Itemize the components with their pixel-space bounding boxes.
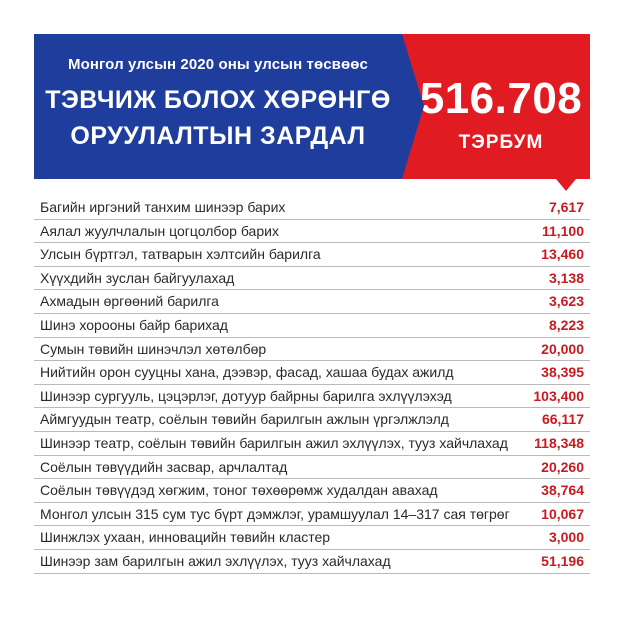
item-label: Шинээр сургууль, цэцэрлэг, дотуур байрны барилга эхлүүлэхэд	[40, 387, 452, 404]
list-item	[34, 408, 590, 432]
list-item	[34, 338, 590, 362]
header-title-panel	[34, 34, 402, 179]
item-value: 118,348	[534, 434, 584, 451]
item-value: 13,460	[541, 246, 584, 263]
item-value: 20,000	[541, 340, 584, 357]
item-label: Хүүхдийн зуслан байгуулахад	[40, 269, 235, 286]
item-value: 3,138	[548, 269, 584, 286]
item-value: 7,617	[548, 199, 584, 215]
item-label: Сумын төвийн шинэчлэл хөтөлбөр	[40, 340, 267, 357]
item-label: Нийтийн орон сууцны хана, дээвэр, фасад, хашаа будах ажилд	[40, 364, 454, 381]
list-item	[34, 243, 590, 267]
list-item	[34, 267, 590, 291]
pointer-triangle-icon	[556, 179, 576, 191]
item-label: Ахмадын өргөөний барилга	[40, 293, 219, 310]
header-banner	[34, 34, 590, 179]
item-value: 10,067	[541, 505, 584, 522]
header-arrow-shape	[402, 34, 424, 179]
item-label: Соёлын төвүүдэд хөгжим, тоног төхөөрөмж худалдан авахад	[40, 482, 438, 499]
item-value: 38,764	[541, 482, 584, 499]
expense-list	[34, 196, 590, 574]
item-value: 11,100	[541, 222, 584, 239]
header-title-line-1: ТЭВЧИЖ БОЛОХ ХӨРӨНГӨ	[45, 86, 391, 114]
item-value: 38,395	[541, 364, 584, 381]
total-value: 516.708	[419, 74, 583, 123]
item-label: Шинжлэх ухаан, инновацийн төвийн кластер	[40, 529, 331, 546]
item-value: 103,400	[533, 387, 584, 404]
item-value: 20,260	[541, 458, 584, 475]
item-value: 8,223	[548, 316, 584, 333]
list-item	[34, 196, 590, 220]
item-label: Монгол улсын 315 сум тус бүрт дэмжлэг, урамшуулал 14–317 сая төгрөг	[40, 505, 510, 522]
list-item	[34, 385, 590, 409]
item-value: 66,117	[541, 411, 584, 428]
list-item	[34, 432, 590, 456]
item-label: Аймгуудын театр, соёлын төвийн барилгын ажлын үргэлжлэлд	[40, 411, 449, 428]
item-value: 3,000	[548, 529, 584, 546]
list-item	[34, 526, 590, 550]
item-label: Шинээр зам барилгын ажил эхлүүлэх, тууз хайчлахад	[40, 552, 391, 569]
header-title-line-2: ОРУУЛАЛТЫН ЗАРДАЛ	[70, 122, 366, 150]
list-item	[34, 220, 590, 244]
header-total-panel	[402, 34, 590, 179]
list-item	[34, 503, 590, 527]
list-item	[34, 479, 590, 503]
item-label: Соёлын төвүүдийн засвар, арчлалтад	[40, 458, 288, 475]
list-item	[34, 290, 590, 314]
list-item	[34, 550, 590, 574]
header-subtitle: Монгол улсын 2020 оны улсын төсвөөс	[68, 56, 368, 73]
total-unit: ТЭРБУМ	[458, 132, 544, 153]
list-item	[34, 361, 590, 385]
item-label: Аялал жуулчлалын цогцолбор барих	[40, 222, 279, 239]
item-label: Шинэ хорооны байр барихад	[40, 316, 228, 333]
item-label: Шинээр театр, соёлын төвийн барилгын ажил эхлүүлэх, тууз хайчлахад	[40, 434, 508, 451]
list-item	[34, 314, 590, 338]
item-value: 51,196	[541, 552, 584, 569]
item-label: Улсын бүртгэл, татварын хэлтсийн барилга	[40, 246, 321, 263]
item-label: Багийн иргэний танхим шинээр барих	[40, 199, 286, 215]
item-value: 3,623	[548, 293, 584, 310]
list-item	[34, 456, 590, 480]
